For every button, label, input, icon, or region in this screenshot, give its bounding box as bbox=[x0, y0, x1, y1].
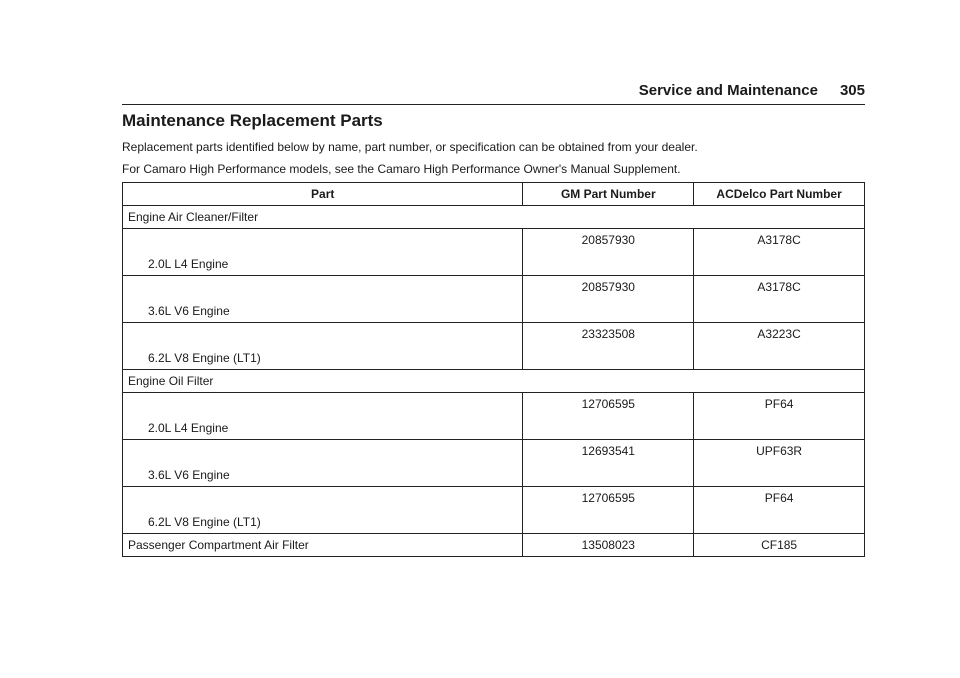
page-title: Maintenance Replacement Parts bbox=[122, 111, 383, 130]
part-cell: 3.6L V6 Engine bbox=[123, 440, 523, 487]
gm-number-cell: 12706595 bbox=[523, 487, 694, 534]
table-row bbox=[123, 487, 865, 534]
parts-table bbox=[122, 182, 865, 557]
table-row bbox=[123, 440, 865, 487]
group-row bbox=[123, 370, 865, 393]
intro-paragraph: Replacement parts identified below by name, part number, or specification can be obtained from your dealer. bbox=[122, 140, 698, 154]
note-paragraph: For Camaro High Performance models, see the Camaro High Performance Owner's Manual Supplement. bbox=[122, 162, 681, 176]
group-label: Engine Air Cleaner/Filter bbox=[123, 206, 865, 229]
part-cell: 2.0L L4 Engine bbox=[123, 229, 523, 276]
gm-number-cell: 12693541 bbox=[523, 440, 694, 487]
acdelco-number-cell: PF64 bbox=[694, 487, 865, 534]
header-acdelco-part-number: ACDelco Part Number bbox=[694, 183, 865, 206]
group-row bbox=[123, 206, 865, 229]
part-cell: 2.0L L4 Engine bbox=[123, 393, 523, 440]
acdelco-number-cell: UPF63R bbox=[694, 440, 865, 487]
acdelco-number-cell: PF64 bbox=[694, 393, 865, 440]
gm-number-cell: 13508023 bbox=[523, 534, 694, 557]
table-row bbox=[123, 229, 865, 276]
gm-number-cell: 20857930 bbox=[523, 276, 694, 323]
table-header-row bbox=[123, 183, 865, 206]
gm-number-cell: 23323508 bbox=[523, 323, 694, 370]
header-gm-part-number: GM Part Number bbox=[523, 183, 694, 206]
table-row bbox=[123, 323, 865, 370]
acdelco-number-cell: CF185 bbox=[694, 534, 865, 557]
table-row bbox=[123, 276, 865, 323]
table-row bbox=[123, 393, 865, 440]
part-cell: 6.2L V8 Engine (LT1) bbox=[123, 487, 523, 534]
section-title: Service and Maintenance bbox=[638, 82, 818, 99]
part-cell: 6.2L V8 Engine (LT1) bbox=[123, 323, 523, 370]
gm-number-cell: 12706595 bbox=[523, 393, 694, 440]
acdelco-number-cell: A3178C bbox=[694, 276, 865, 323]
gm-number-cell: 20857930 bbox=[523, 229, 694, 276]
acdelco-number-cell: A3178C bbox=[694, 229, 865, 276]
group-label: Engine Oil Filter bbox=[123, 370, 865, 393]
part-cell: Passenger Compartment Air Filter bbox=[123, 534, 523, 557]
table-row bbox=[123, 534, 865, 557]
running-header bbox=[122, 82, 865, 105]
page-number: 305 bbox=[839, 82, 865, 99]
header-part: Part bbox=[123, 183, 523, 206]
acdelco-number-cell: A3223C bbox=[694, 323, 865, 370]
part-cell: 3.6L V6 Engine bbox=[123, 276, 523, 323]
